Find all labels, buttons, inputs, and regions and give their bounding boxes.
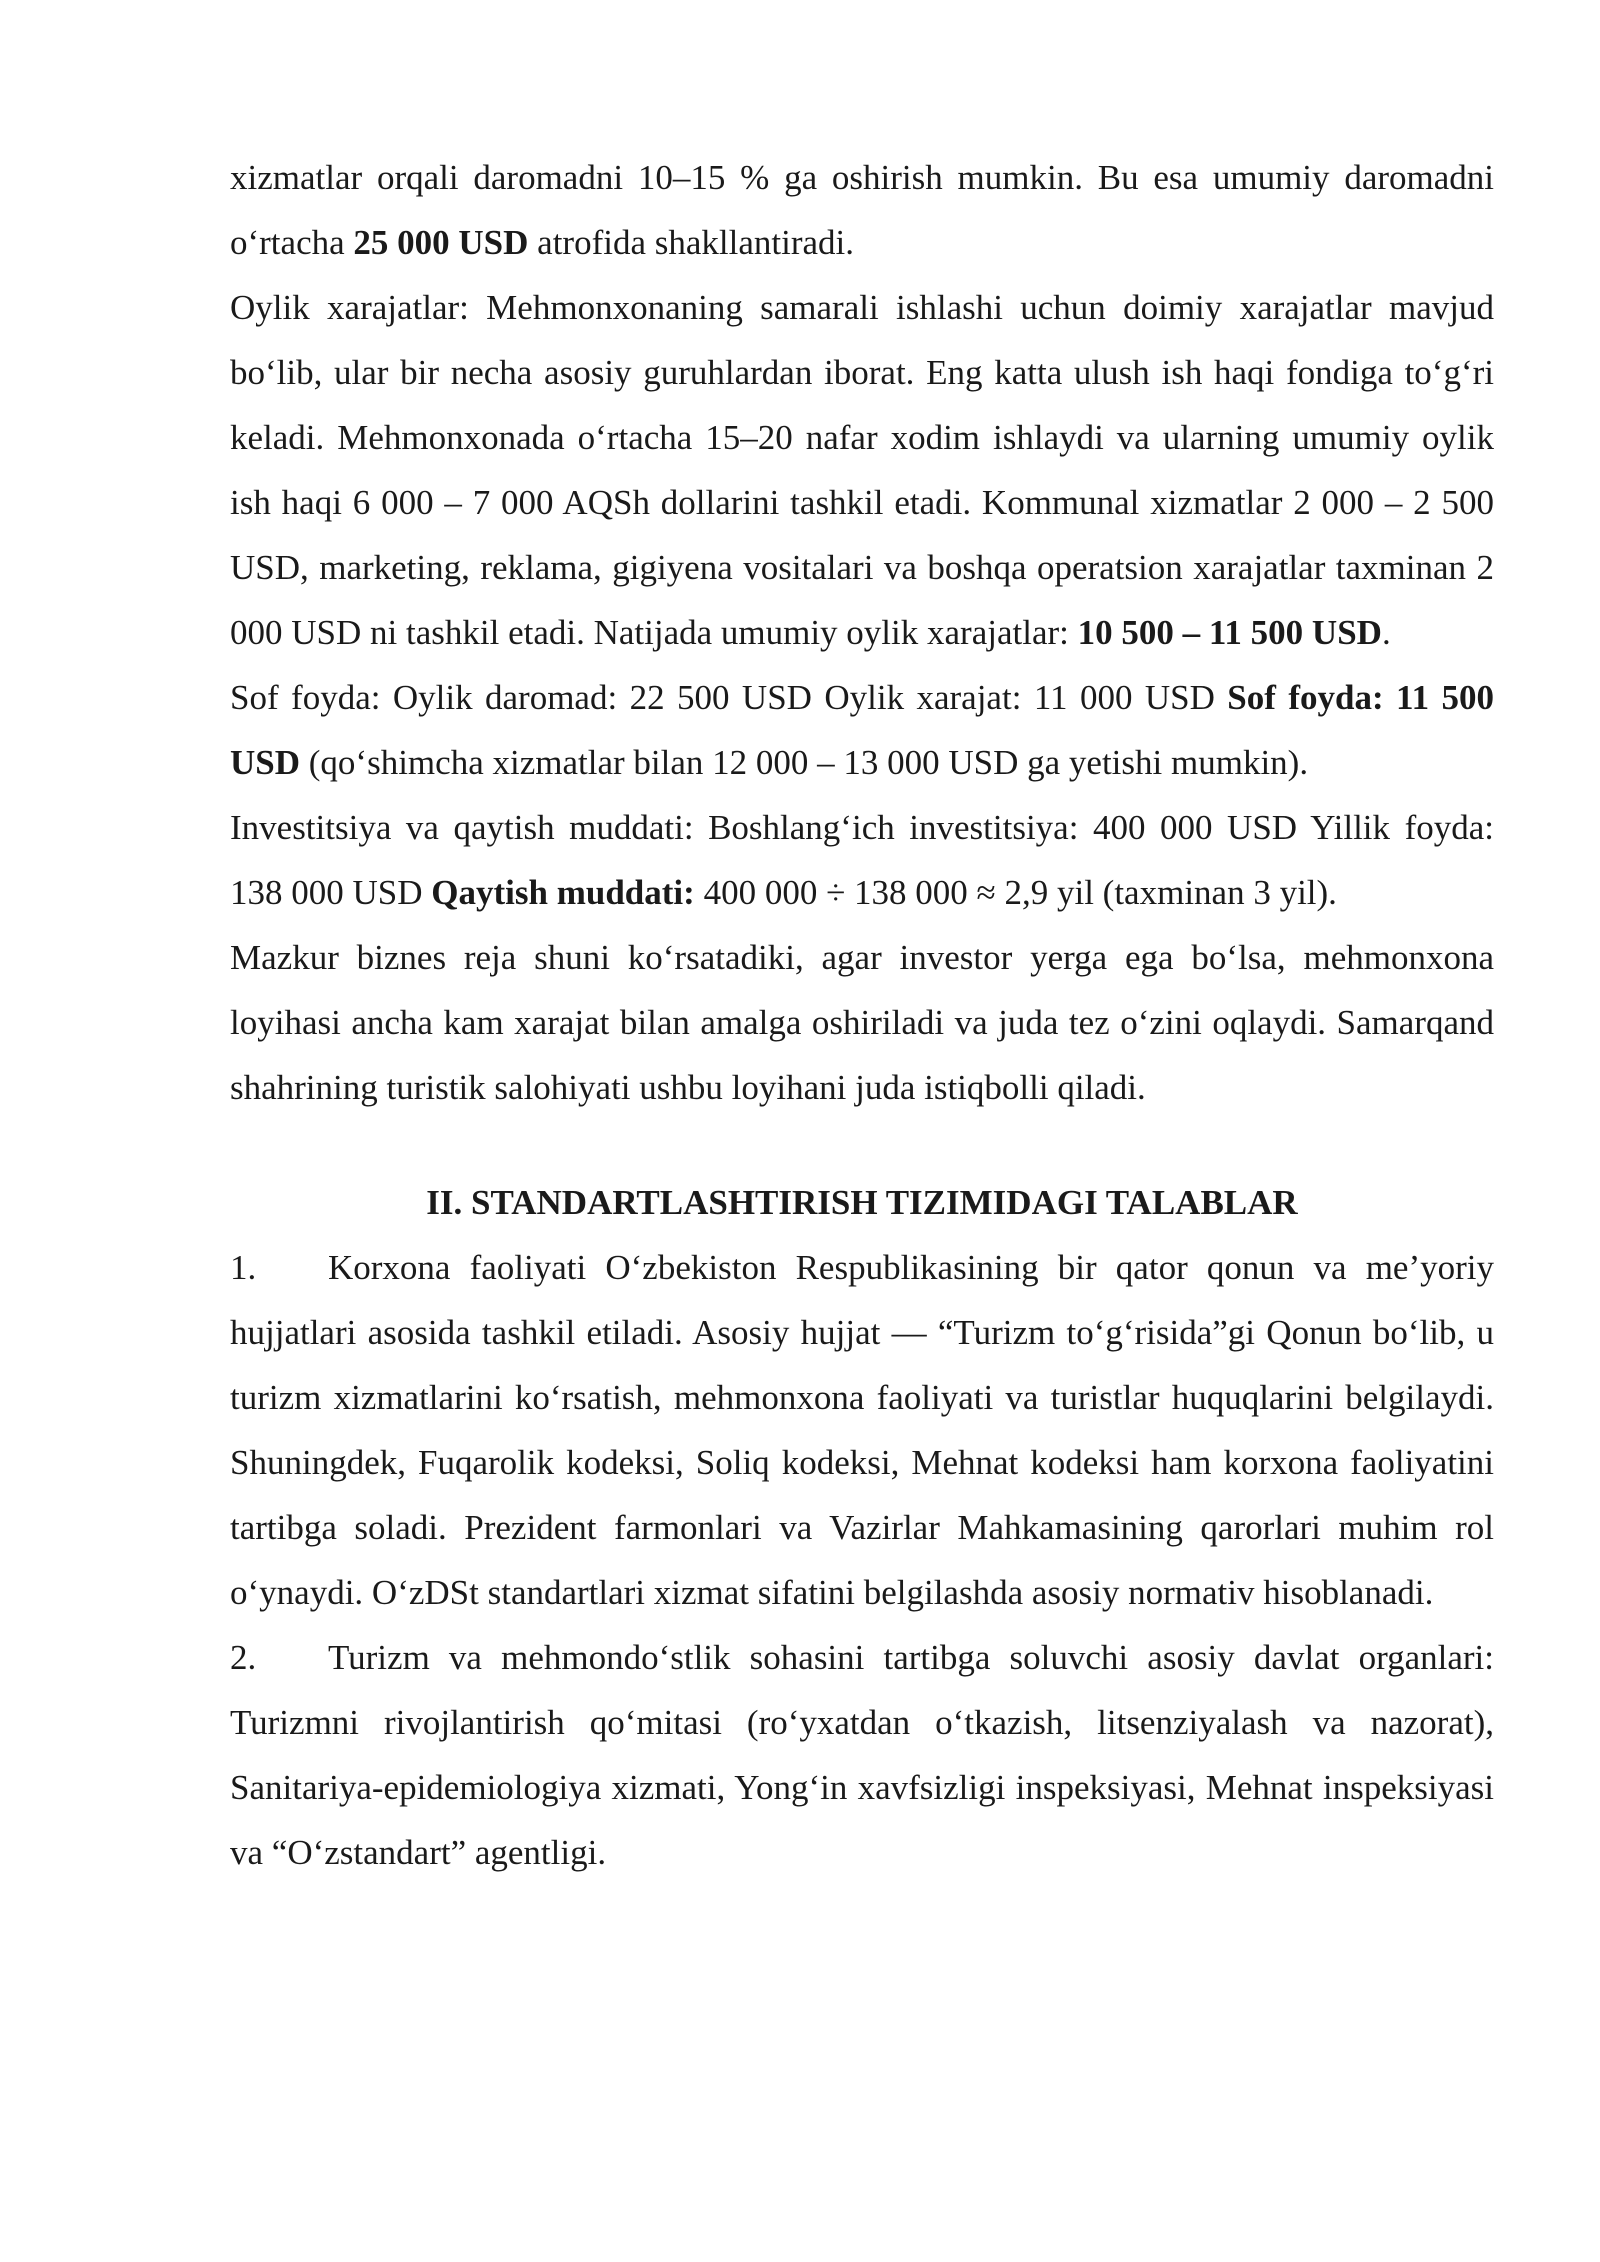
numbered-item	[230, 1625, 1494, 1885]
paragraph-text: .	[1381, 613, 1391, 652]
paragraph-text: 400 000 ÷ 138 000 ≈ 2,9 yil (taxminan 3 yil).	[694, 873, 1337, 912]
paragraph-conclusion	[230, 925, 1494, 1120]
paragraph-text: atrofida shakllantiradi.	[528, 223, 855, 262]
bold-payback-label: Qaytish muddati:	[431, 873, 695, 912]
paragraph-text: (qo‘shimcha xizmatlar bilan 12 000 – 13 000 USD ga yetishi mumkin).	[300, 743, 1309, 782]
paragraph-monthly-expenses	[230, 275, 1494, 665]
paragraph-text: Mazkur biznes reja shuni ko‘rsatadiki, agar investor yerga ega bo‘lsa, mehmonxona loyihasi ancha kam xarajat bilan amalga oshiriladi va juda tez o‘zini oqlaydi. Samarqand shahrining turistik salohiyati ushbu loyihani juda istiqbolli qiladi.	[230, 938, 1494, 1107]
item-text: Turizm va mehmondo‘stlik sohasini tartibga soluvchi asosiy davlat organlari: Turizmni rivojlantirish qo‘mitasi (ro‘yxatdan o‘tkazish, litsenziyalash va nazorat), Sanitariya-epidemiologiya xizmati, Yong‘in xavfsizligi inspeksiyasi, Mehnat inspeksiyasi va “O‘zstandart” agentligi.	[230, 1638, 1494, 1872]
item-number: 1.	[230, 1248, 257, 1287]
bold-amount: 25 000 USD	[353, 223, 529, 262]
item-number: 2.	[230, 1638, 257, 1677]
paragraph-text: xizmatlar orqali daromadni 10–15 % ga oshirish mumkin. Bu esa umumiy daromadni o‘rtacha	[230, 158, 1494, 262]
paragraph-investment-payback	[230, 795, 1494, 925]
paragraph-text: Oylik xarajatlar: Mehmonxonaning samarali ishlashi uchun doimiy xarajatlar mavjud bo‘lib, ular bir necha asosiy guruhlardan iborat. Eng katta ulush ish haqi fondiga to‘g‘ri keladi. Mehmonxonada o‘rtacha 15–20 nafar xodim ishlaydi va ularning umumiy oylik ish haqi 6 000 – 7 000 AQSh dollarini tashkil etadi. Kommunal xizmatlar 2 000 – 2 500 USD, marketing, reklama, gigiyena vositalari va boshqa operatsion xarajatlar taxminan 2 000 USD ni tashkil etadi. Natijada umumiy oylik xarajatlar:	[230, 288, 1494, 652]
bold-amount: 10 500 – 11 500 USD	[1077, 613, 1382, 652]
paragraph-net-profit	[230, 665, 1494, 795]
paragraph-text: Investitsiya va qaytish muddati: Boshlang‘ich investitsiya: 400 000 USD Yillik foyda: 138 000 USD	[230, 808, 1494, 912]
paragraph-text: Sof foyda: Oylik daromad: 22 500 USD Oylik xarajat: 11 000 USD	[230, 678, 1228, 717]
section-heading: II. STANDARTLASHTIRISH TIZIMIDAGI TALABLAR	[426, 1183, 1298, 1222]
numbered-item	[230, 1235, 1494, 1625]
paragraph-income	[230, 145, 1494, 275]
document-page	[230, 145, 1494, 1885]
bold-net-profit: Sof foyda: 11 500 USD	[230, 678, 1495, 782]
item-text: Korxona faoliyati O‘zbekiston Respublikasining bir qator qonun va me’yoriy hujjatlari asosida tashkil etiladi. Asosiy hujjat — “Turizm to‘g‘risida”gi Qonun bo‘lib, u turizm xizmatlarini ko‘rsatish, mehmonxona faoliyati va turistlar huquqlarini belgilaydi. Shuningdek, Fuqarolik kodeksi, Soliq kodeksi, Mehnat kodeksi ham korxona faoliyatini tartibga soladi. Prezident farmonlari va Vazirlar Mahkamasining qarorlari muhim rol o‘ynaydi. O‘zDSt standartlari xizmat sifatini belgilashda asosiy normativ hisoblanadi.	[230, 1248, 1494, 1612]
